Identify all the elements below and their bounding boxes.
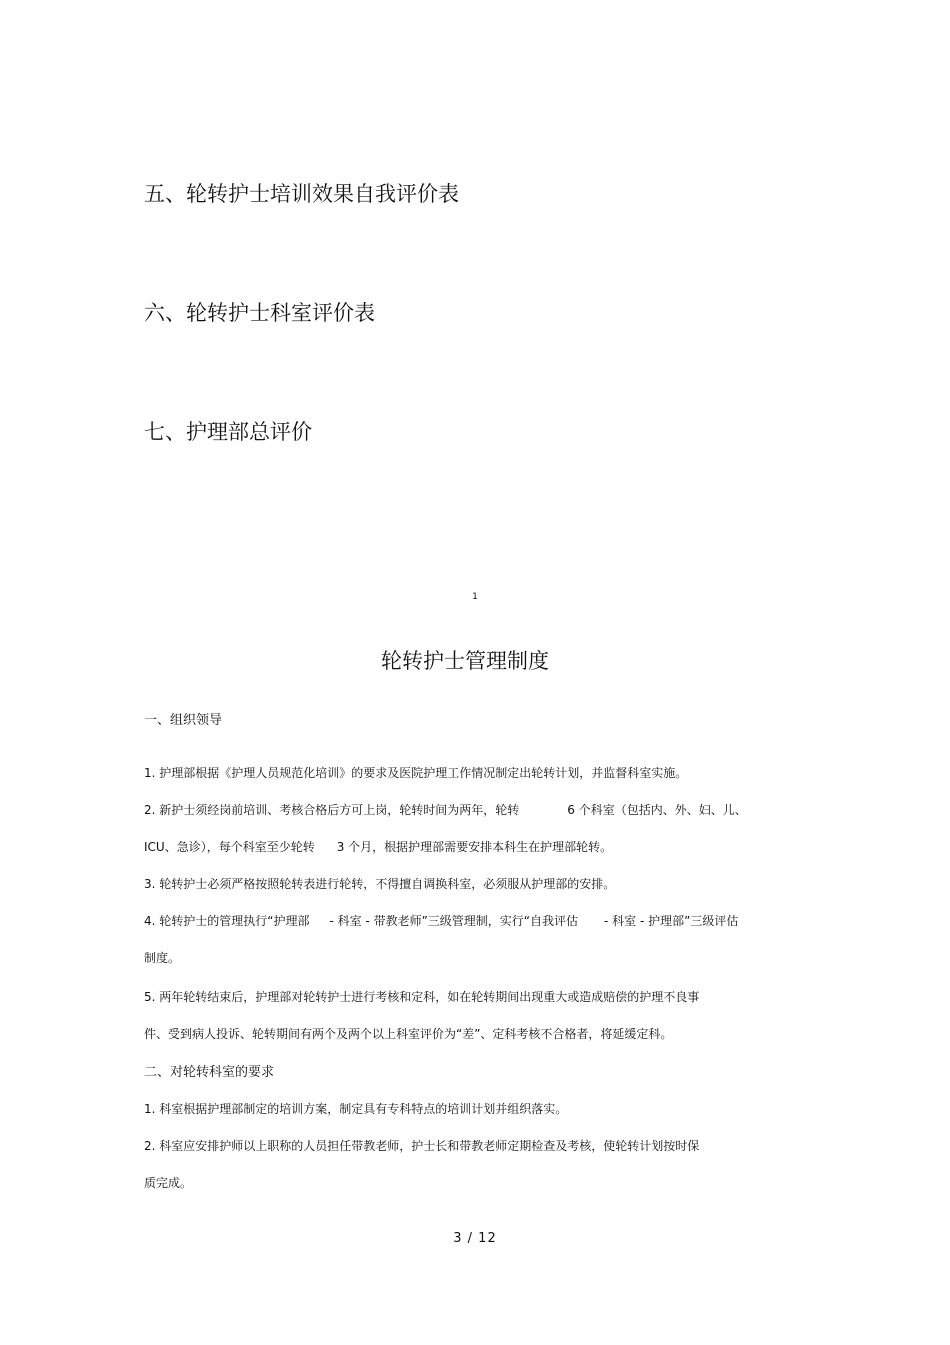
document-title: 轮转护士管理制度 <box>381 649 549 673</box>
paragraph <box>144 838 612 855</box>
paragraph <box>144 912 738 929</box>
toc-item-6: 六、轮转护士科室评价表 <box>144 301 375 325</box>
text-segment: 2. 新护士须经岗前培训、考核合格后方可上岗，轮转时间为两年，轮转 <box>144 803 520 817</box>
paragraph: 件、受到病人投诉、轮转期间有两个及两个以上科室评价为“差”、定科考核不合格者，将延缓定科。 <box>144 1027 673 1041</box>
paragraph: 质完成。 <box>144 1176 193 1190</box>
paragraph: 5. 两年轮转结束后，护理部对轮转护士进行考核和定科，如在轮转期间出现重大或造成赔偿的护理不良事 <box>144 990 700 1004</box>
toc-item-5: 五、轮转护士培训效果自我评价表 <box>144 182 459 206</box>
section-heading-department-requirements: 二、对轮转科室的要求 <box>144 1065 275 1080</box>
inner-page-number: 1 <box>472 592 478 602</box>
toc-item-7: 七、护理部总评价 <box>144 420 312 444</box>
text-segment: 4. 轮转护士的管理执行“护理部 <box>144 914 310 928</box>
paragraph <box>144 801 747 818</box>
paragraph: 1. 科室根据护理部制定的培训方案，制定具有专科特点的培训计划并组织落实。 <box>144 1102 568 1116</box>
paragraph: 2. 科室应安排护师以上职称的人员担任带教老师，护士长和带教老师定期检查及考核，使轮转计划按时保 <box>144 1139 700 1153</box>
paragraph: 3. 轮转护士必须严格按照轮转表进行轮转，不得擅自调换科室，必须服从护理部的安排。 <box>144 877 616 891</box>
text-segment: - 科室 - 护理部”三级评估 <box>604 914 739 928</box>
text-segment: 6 个科室（包括内、外、妇、儿、 <box>567 803 747 817</box>
text-segment: ICU、急诊），每个科室至少轮转 <box>144 840 315 854</box>
paragraph: 1. 护理部根据《护理人员规范化培训》的要求及医院护理工作情况制定出轮转计划，并监督科室实施。 <box>144 766 688 780</box>
text-segment: 3 个月，根据护理部需要安排本科生在护理部轮转。 <box>336 840 613 854</box>
paragraph: 制度。 <box>144 951 181 965</box>
page-indicator: 3 / 12 <box>453 1231 497 1246</box>
text-segment: - 科室 - 带教老师”三级管理制，实行“自我评估 <box>329 914 579 928</box>
section-heading-organization: 一、组织领导 <box>144 713 223 728</box>
